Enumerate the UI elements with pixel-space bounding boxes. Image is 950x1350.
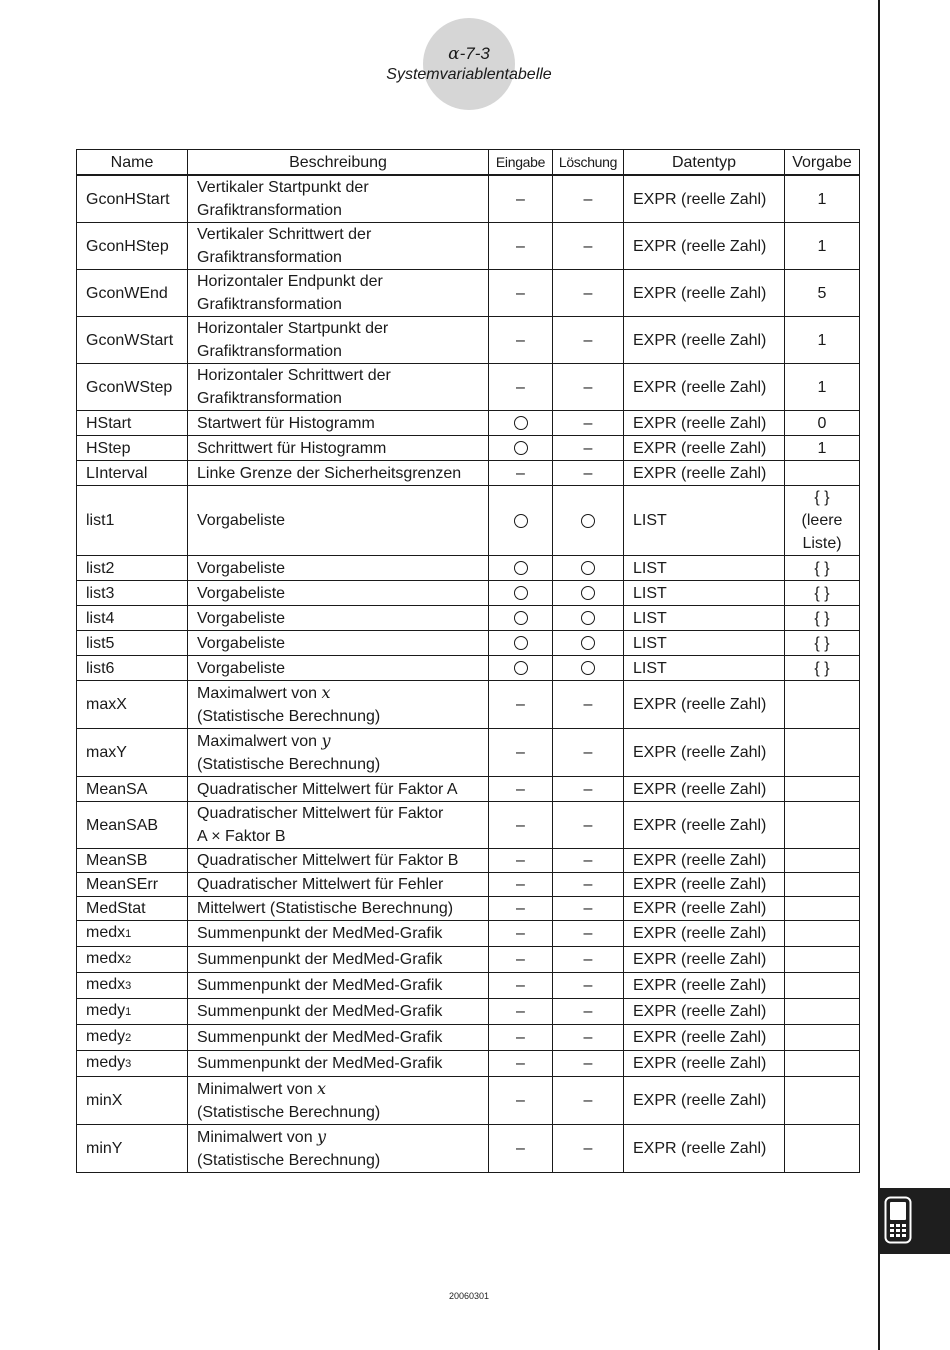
cell-description: Vorgabeliste <box>188 581 489 606</box>
cell-delete: – <box>553 777 624 802</box>
cell-datatype: LIST <box>624 581 785 606</box>
cell-input: – <box>489 1025 553 1051</box>
cell-datatype: EXPR (reelle Zahl) <box>624 175 785 223</box>
table-row <box>77 364 860 411</box>
cell-default <box>785 849 860 873</box>
cell-description: Linke Grenze der Sicherheitsgrenzen <box>188 461 489 486</box>
cell-description: Mittelwert (Statistische Berechnung) <box>188 897 489 921</box>
table-body <box>77 175 860 1173</box>
cell-datatype: EXPR (reelle Zahl) <box>624 873 785 897</box>
cell-delete <box>553 631 624 656</box>
cell-input <box>489 436 553 461</box>
cell-description: Summenpunkt der MedMed-Grafik <box>188 1025 489 1051</box>
cell-input: – <box>489 947 553 973</box>
cell-delete: – <box>553 223 624 270</box>
cell-default <box>785 777 860 802</box>
cell-name: medx2 <box>77 947 188 973</box>
cell-input: – <box>489 873 553 897</box>
cell-default: { } <box>785 606 860 631</box>
cell-datatype: LIST <box>624 656 785 681</box>
cell-datatype: EXPR (reelle Zahl) <box>624 411 785 436</box>
table-row <box>77 556 860 581</box>
cell-datatype: LIST <box>624 486 785 556</box>
cell-delete: – <box>553 947 624 973</box>
cell-datatype: EXPR (reelle Zahl) <box>624 364 785 411</box>
cell-datatype: EXPR (reelle Zahl) <box>624 1125 785 1173</box>
cell-delete <box>553 556 624 581</box>
cell-description: Maximalwert von y (Statistische Berechnung) <box>188 729 489 777</box>
table-row <box>77 802 860 849</box>
table-row <box>77 921 860 947</box>
cell-name: list4 <box>77 606 188 631</box>
cell-default: 1 <box>785 364 860 411</box>
cell-default: 1 <box>785 317 860 364</box>
cell-name: list1 <box>77 486 188 556</box>
cell-input: – <box>489 175 553 223</box>
cell-delete <box>553 656 624 681</box>
chapter-side-tab[interactable] <box>880 1188 950 1254</box>
cell-input: – <box>489 223 553 270</box>
cell-description: Summenpunkt der MedMed-Grafik <box>188 921 489 947</box>
cell-input: – <box>489 461 553 486</box>
page-number-suffix: -7-3 <box>459 44 490 63</box>
cell-input <box>489 656 553 681</box>
cell-default: { } <box>785 631 860 656</box>
cell-datatype: EXPR (reelle Zahl) <box>624 223 785 270</box>
table-row <box>77 777 860 802</box>
circle-mark-icon <box>514 586 528 600</box>
cell-name: GconWEnd <box>77 270 188 317</box>
circle-mark-icon <box>514 441 528 455</box>
cell-default: 5 <box>785 270 860 317</box>
table-row <box>77 999 860 1025</box>
cell-name: GconHStep <box>77 223 188 270</box>
cell-delete: – <box>553 973 624 999</box>
cell-name: GconWStart <box>77 317 188 364</box>
table-row <box>77 1077 860 1125</box>
cell-name: medx1 <box>77 921 188 947</box>
cell-description: Summenpunkt der MedMed-Grafik <box>188 973 489 999</box>
cell-datatype: EXPR (reelle Zahl) <box>624 461 785 486</box>
cell-datatype: EXPR (reelle Zahl) <box>624 729 785 777</box>
cell-description: Schrittwert für Histogramm <box>188 436 489 461</box>
cell-delete: – <box>553 317 624 364</box>
cell-input: – <box>489 364 553 411</box>
cell-datatype: EXPR (reelle Zahl) <box>624 999 785 1025</box>
cell-default <box>785 1125 860 1173</box>
cell-default: { } <box>785 556 860 581</box>
cell-description: Quadratischer Mittelwert für Faktor A × Faktor B <box>188 802 489 849</box>
table-row <box>77 849 860 873</box>
cell-name: list3 <box>77 581 188 606</box>
cell-input: – <box>489 921 553 947</box>
cell-input: – <box>489 802 553 849</box>
cell-datatype: EXPR (reelle Zahl) <box>624 1051 785 1077</box>
circle-mark-icon <box>581 514 595 528</box>
cell-input: – <box>489 897 553 921</box>
cell-input: – <box>489 849 553 873</box>
cell-default <box>785 873 860 897</box>
circle-mark-icon <box>514 611 528 625</box>
cell-description: Vorgabeliste <box>188 606 489 631</box>
cell-delete: – <box>553 175 624 223</box>
cell-delete: – <box>553 436 624 461</box>
cell-default: 1 <box>785 175 860 223</box>
header-datatype: Datentyp <box>624 150 785 176</box>
cell-delete: – <box>553 1051 624 1077</box>
table-row <box>77 317 860 364</box>
cell-name: medx3 <box>77 973 188 999</box>
cell-description: Vorgabeliste <box>188 656 489 681</box>
circle-mark-icon <box>581 661 595 675</box>
cell-datatype: EXPR (reelle Zahl) <box>624 1025 785 1051</box>
page-number <box>0 44 938 64</box>
page-title: Systemvariablentabelle <box>386 66 552 83</box>
cell-default: { } <box>785 581 860 606</box>
table-row <box>77 729 860 777</box>
table-row <box>77 1025 860 1051</box>
cell-description: Summenpunkt der MedMed-Grafik <box>188 999 489 1025</box>
cell-delete <box>553 581 624 606</box>
table-row <box>77 175 860 223</box>
cell-input: – <box>489 1125 553 1173</box>
cell-input: – <box>489 729 553 777</box>
cell-default <box>785 897 860 921</box>
cell-datatype: EXPR (reelle Zahl) <box>624 270 785 317</box>
cell-description: Quadratischer Mittelwert für Faktor B <box>188 849 489 873</box>
cell-name: maxX <box>77 681 188 729</box>
cell-datatype: EXPR (reelle Zahl) <box>624 802 785 849</box>
cell-name: HStart <box>77 411 188 436</box>
table-row <box>77 897 860 921</box>
cell-default: 1 <box>785 223 860 270</box>
cell-name: MeanSErr <box>77 873 188 897</box>
circle-mark-icon <box>581 611 595 625</box>
cell-delete: – <box>553 1077 624 1125</box>
cell-name: GconWStep <box>77 364 188 411</box>
cell-description: Vorgabeliste <box>188 631 489 656</box>
table-row <box>77 656 860 681</box>
circle-mark-icon <box>514 636 528 650</box>
cell-description: Horizontaler Endpunkt der Grafiktransformation <box>188 270 489 317</box>
cell-default <box>785 1051 860 1077</box>
cell-input: – <box>489 317 553 364</box>
cell-delete: – <box>553 1125 624 1173</box>
table-row <box>77 873 860 897</box>
system-variable-table <box>76 149 860 1173</box>
page-edge-rule <box>878 0 880 1350</box>
cell-delete: – <box>553 897 624 921</box>
cell-name: GconHStart <box>77 175 188 223</box>
cell-name: LInterval <box>77 461 188 486</box>
cell-name: MeanSB <box>77 849 188 873</box>
cell-delete: – <box>553 873 624 897</box>
table-row <box>77 1051 860 1077</box>
cell-name: list2 <box>77 556 188 581</box>
cell-description: Minimalwert von y (Statistische Berechnung) <box>188 1125 489 1173</box>
cell-default: { } <box>785 656 860 681</box>
table-row <box>77 973 860 999</box>
cell-delete <box>553 606 624 631</box>
cell-name: maxY <box>77 729 188 777</box>
cell-delete: – <box>553 849 624 873</box>
cell-datatype: LIST <box>624 556 785 581</box>
cell-name: MeanSAB <box>77 802 188 849</box>
cell-name: MedStat <box>77 897 188 921</box>
circle-mark-icon <box>514 661 528 675</box>
page-number-symbol: α <box>448 44 460 64</box>
cell-default <box>785 681 860 729</box>
cell-delete <box>553 486 624 556</box>
cell-default <box>785 947 860 973</box>
table-row <box>77 270 860 317</box>
cell-input <box>489 411 553 436</box>
cell-description: Summenpunkt der MedMed-Grafik <box>188 947 489 973</box>
cell-default <box>785 729 860 777</box>
table-row <box>77 223 860 270</box>
cell-default <box>785 1077 860 1125</box>
circle-mark-icon <box>581 561 595 575</box>
table-row <box>77 947 860 973</box>
cell-input <box>489 631 553 656</box>
cell-delete: – <box>553 921 624 947</box>
cell-description: Vorgabeliste <box>188 556 489 581</box>
table-row <box>77 436 860 461</box>
circle-mark-icon <box>581 586 595 600</box>
cell-description: Vertikaler Schrittwert der Grafiktransformation <box>188 223 489 270</box>
cell-default <box>785 973 860 999</box>
table-row <box>77 606 860 631</box>
cell-delete: – <box>553 802 624 849</box>
cell-delete: – <box>553 364 624 411</box>
table-row <box>77 486 860 556</box>
cell-description: Minimalwert von x (Statistische Berechnung) <box>188 1077 489 1125</box>
cell-datatype: EXPR (reelle Zahl) <box>624 973 785 999</box>
cell-input: – <box>489 1077 553 1125</box>
header-name: Name <box>77 150 188 176</box>
cell-name: minX <box>77 1077 188 1125</box>
cell-default <box>785 921 860 947</box>
cell-input <box>489 606 553 631</box>
cell-input <box>489 556 553 581</box>
cell-name: medy1 <box>77 999 188 1025</box>
cell-description: Startwert für Histogramm <box>188 411 489 436</box>
cell-input: – <box>489 999 553 1025</box>
cell-input: – <box>489 681 553 729</box>
cell-input <box>489 486 553 556</box>
cell-delete: – <box>553 999 624 1025</box>
footer-code: 20060301 <box>448 1291 490 1301</box>
cell-input: – <box>489 973 553 999</box>
table-row <box>77 581 860 606</box>
cell-datatype: EXPR (reelle Zahl) <box>624 1077 785 1125</box>
cell-delete: – <box>553 461 624 486</box>
cell-description: Quadratischer Mittelwert für Fehler <box>188 873 489 897</box>
cell-datatype: EXPR (reelle Zahl) <box>624 681 785 729</box>
cell-input: – <box>489 1051 553 1077</box>
circle-mark-icon <box>514 514 528 528</box>
cell-name: list5 <box>77 631 188 656</box>
cell-datatype: EXPR (reelle Zahl) <box>624 849 785 873</box>
cell-datatype: EXPR (reelle Zahl) <box>624 921 785 947</box>
cell-name: list6 <box>77 656 188 681</box>
table-row <box>77 681 860 729</box>
circle-mark-icon <box>514 561 528 575</box>
cell-description: Summenpunkt der MedMed-Grafik <box>188 1051 489 1077</box>
cell-datatype: EXPR (reelle Zahl) <box>624 317 785 364</box>
cell-delete: – <box>553 270 624 317</box>
cell-delete: – <box>553 729 624 777</box>
cell-description: Quadratischer Mittelwert für Faktor A <box>188 777 489 802</box>
cell-name: MeanSA <box>77 777 188 802</box>
header-description: Beschreibung <box>188 150 489 176</box>
cell-delete: – <box>553 1025 624 1051</box>
cell-datatype: EXPR (reelle Zahl) <box>624 897 785 921</box>
cell-datatype: EXPR (reelle Zahl) <box>624 777 785 802</box>
cell-default <box>785 999 860 1025</box>
cell-datatype: LIST <box>624 606 785 631</box>
page-number-circle <box>423 18 515 110</box>
cell-description: Horizontaler Schrittwert der Grafiktransformation <box>188 364 489 411</box>
table-row <box>77 631 860 656</box>
cell-datatype: LIST <box>624 631 785 656</box>
table-row <box>77 411 860 436</box>
header-input: Eingabe <box>489 150 553 176</box>
calculator-icon <box>884 1196 912 1244</box>
header-default: Vorgabe <box>785 150 860 176</box>
cell-name: HStep <box>77 436 188 461</box>
cell-input: – <box>489 270 553 317</box>
cell-description: Horizontaler Startpunkt der Grafiktransformation <box>188 317 489 364</box>
cell-input: – <box>489 777 553 802</box>
cell-default: 0 <box>785 411 860 436</box>
cell-default <box>785 802 860 849</box>
cell-default: { } (leere Liste) <box>785 486 860 556</box>
table-row <box>77 1125 860 1173</box>
cell-delete: – <box>553 411 624 436</box>
header-delete: Löschung <box>553 150 624 176</box>
cell-description: Vorgabeliste <box>188 486 489 556</box>
cell-input <box>489 581 553 606</box>
cell-default: 1 <box>785 436 860 461</box>
cell-default <box>785 461 860 486</box>
cell-name: medy3 <box>77 1051 188 1077</box>
table-row <box>77 461 860 486</box>
cell-description: Vertikaler Startpunkt der Grafiktransformation <box>188 175 489 223</box>
cell-description: Maximalwert von x (Statistische Berechnung) <box>188 681 489 729</box>
circle-mark-icon <box>514 416 528 430</box>
cell-name: minY <box>77 1125 188 1173</box>
cell-default <box>785 1025 860 1051</box>
cell-datatype: EXPR (reelle Zahl) <box>624 947 785 973</box>
cell-datatype: EXPR (reelle Zahl) <box>624 436 785 461</box>
cell-name: medy2 <box>77 1025 188 1051</box>
circle-mark-icon <box>581 636 595 650</box>
cell-delete: – <box>553 681 624 729</box>
